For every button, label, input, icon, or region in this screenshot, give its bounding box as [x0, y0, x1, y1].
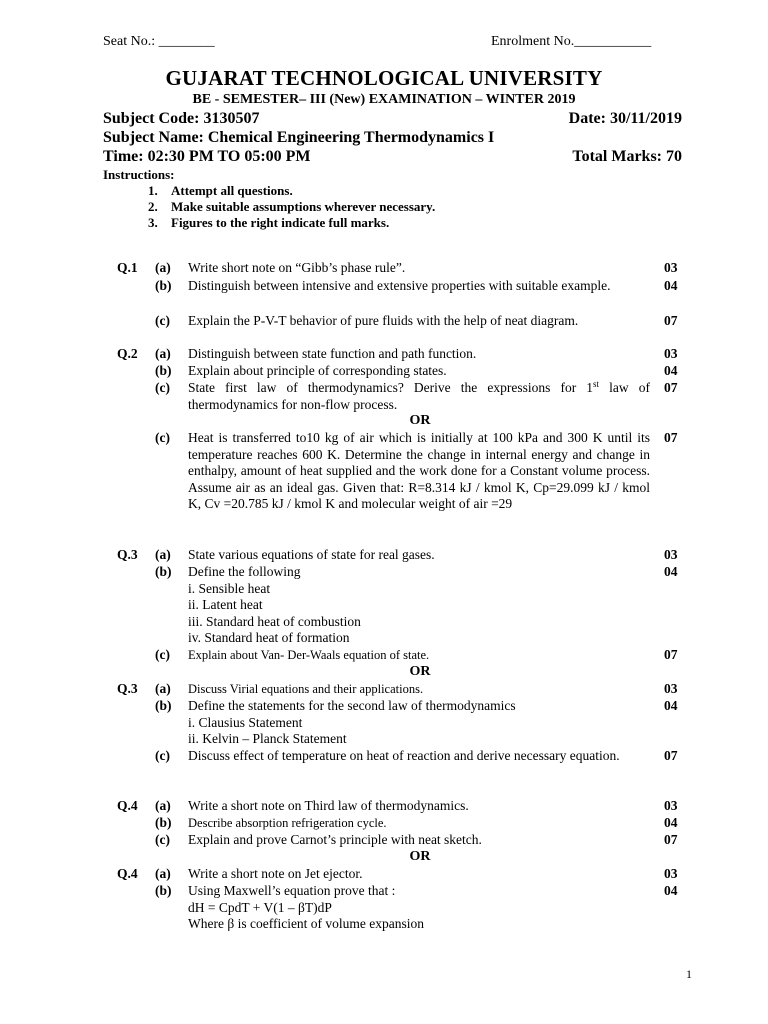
question-text: Explain about Van- Der-Waals equation of state.: [188, 648, 430, 662]
sub-question-label: (c): [155, 832, 170, 847]
exam-time: Time: 02:30 PM TO 05:00 PM: [103, 148, 311, 165]
sub-question-label: (b): [155, 278, 172, 293]
sub-question-label: (a): [155, 547, 171, 562]
sub-question-label: (b): [155, 363, 172, 378]
marks: 03: [664, 547, 678, 562]
question-text: Write a short note on Jet ejector.: [188, 866, 363, 881]
marks: 03: [664, 681, 678, 696]
seat-number-field: Seat No.: ________: [103, 34, 215, 49]
marks: 03: [664, 866, 678, 881]
sub-question-label: (b): [155, 883, 172, 898]
marks: 04: [664, 564, 678, 579]
sub-question-label: (a): [155, 866, 171, 881]
question-number: Q.3: [117, 547, 138, 562]
university-title: GUJARAT TECHNOLOGICAL UNIVERSITY: [165, 66, 603, 90]
sub-question-label: (c): [155, 748, 170, 763]
sub-question-label: (c): [155, 430, 170, 445]
marks: 03: [664, 346, 678, 361]
marks: 07: [664, 647, 678, 662]
instruction-item: 2. Make suitable assumptions wherever necessary.: [148, 199, 436, 214]
marks: 04: [664, 815, 678, 830]
subject-code: Subject Code: 3130507: [103, 110, 260, 127]
marks: 04: [664, 883, 678, 898]
exam-date: Date: 30/11/2019: [568, 110, 682, 127]
list-item: i. Sensible heat: [188, 580, 271, 596]
marks: 04: [664, 363, 678, 378]
subject-name-row: [103, 129, 682, 149]
marks: 07: [664, 313, 678, 328]
list-item: iii. Standard heat of combustion: [188, 613, 361, 629]
question-number: Q.4: [117, 866, 138, 881]
question-text: Distinguish between state function and path function.: [188, 346, 477, 361]
marks: 04: [664, 698, 678, 713]
question-text: Explain about principle of corresponding states.: [188, 363, 447, 378]
sub-question-label: (a): [155, 260, 171, 275]
question-text: Explain and prove Carnot’s principle with neat sketch.: [188, 832, 482, 847]
marks: 07: [664, 380, 678, 395]
question-text: Write short note on “Gibb’s phase rule”.: [188, 260, 406, 275]
enrolment-number-field: Enrolment No.___________: [491, 34, 652, 49]
question-number: Q.3: [117, 681, 138, 696]
total-marks: Total Marks: 70: [572, 148, 682, 165]
sub-question-label: (c): [155, 380, 170, 395]
marks: 07: [664, 832, 678, 847]
sub-question-label: (b): [155, 564, 172, 579]
equation: dH = CpdT + V(1 – βT)dP: [188, 899, 332, 915]
question-text: Heat is transferred to10 kg of air which is initially at 100 kPa and 300 K until its temperature reaches 600 K. Determine the change in internal energy and change in enthalpy, amount of heat supplied and the work done for a Constant volume process. Assume air as an ideal gas. Given that: R=8.314 kJ / kmol K, Cp=29.099 kJ / kmol K, Cv =20.785 kJ / kmol K and molecular weight of air =29: [188, 430, 650, 511]
instruction-item: 3. Figures to the right indicate full marks.: [148, 215, 390, 230]
marks: 04: [664, 278, 678, 293]
instructions-title: Instructions:: [103, 167, 175, 182]
marks: 03: [664, 798, 678, 813]
marks: 07: [664, 430, 678, 445]
header-row: [103, 34, 682, 54]
question-text: Discuss Virial equations and their applications.: [188, 682, 424, 696]
or-separator: OR: [409, 413, 431, 428]
question-text: Write a short note on Third law of thermodynamics.: [188, 798, 469, 813]
exam-title: BE - SEMESTER– III (New) EXAMINATION – WINTER 2019: [192, 92, 576, 107]
question-text: Distinguish between intensive and extensive properties with suitable example.: [188, 278, 611, 293]
page-number: 1: [686, 967, 692, 981]
superscript: st: [593, 379, 600, 389]
time-row: [103, 148, 682, 168]
instruction-item: 1. Attempt all questions.: [148, 183, 293, 198]
question-text: State various equations of state for real gases.: [188, 547, 435, 562]
question-number: Q.1: [117, 260, 138, 275]
or-separator: OR: [409, 664, 431, 679]
question-text: Discuss effect of temperature on heat of reaction and derive necessary equation.: [188, 748, 620, 763]
subject-code-row: [103, 110, 682, 130]
sub-question-label: (c): [155, 647, 170, 662]
question-number: Q.2: [117, 346, 138, 361]
marks: 07: [664, 748, 678, 763]
question-number: Q.4: [117, 798, 138, 813]
question-text: State first law of thermodynamics? Derive the expressions for 1st law of thermodynamics for non-flow process.: [188, 379, 650, 412]
question-text: Using Maxwell’s equation prove that : dH = CpdT + V(1 – βT)dP Where β is coefficient of volume expansion: [188, 883, 425, 931]
list-item: Where β is coefficient of volume expansion: [188, 916, 425, 931]
list-item: ii. Kelvin – Planck Statement: [188, 731, 347, 746]
sub-question-label: (a): [155, 798, 171, 813]
list-item: iv. Standard heat of formation: [188, 630, 350, 645]
sub-question-label: (b): [155, 698, 172, 713]
question-text: Define the following i. Sensible heat ii. Latent heat iii. Standard heat of combustion iv. Standard heat of formation: [188, 564, 361, 645]
question-text: Explain the P-V-T behavior of pure fluids with the help of neat diagram.: [188, 313, 579, 328]
question-text: Describe absorption refrigeration cycle.: [188, 816, 387, 830]
marks: 03: [664, 260, 678, 275]
sub-question-label: (b): [155, 815, 172, 830]
subject-name: Subject Name: Chemical Engineering Thermodynamics I: [103, 129, 495, 146]
question-text: Define the statements for the second law of thermodynamics i. Clausius Statement ii. Kelvin – Planck Statement: [188, 698, 516, 746]
sub-question-label: (a): [155, 346, 171, 361]
list-item: ii. Latent heat: [188, 597, 263, 612]
or-separator: OR: [409, 849, 431, 864]
sub-question-label: (c): [155, 313, 170, 328]
list-item: i. Clausius Statement: [188, 714, 303, 730]
sub-question-label: (a): [155, 681, 171, 696]
